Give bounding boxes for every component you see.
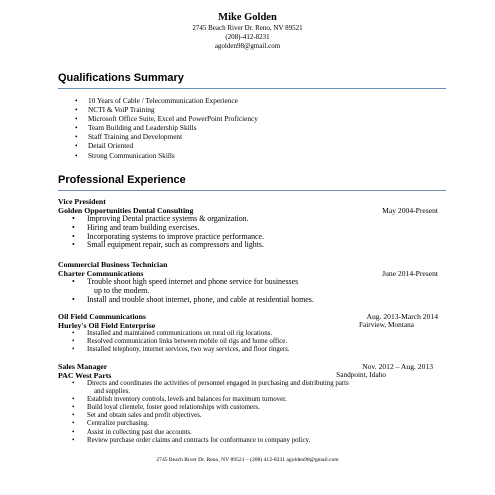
list-item: • Installed telephony, internet services, two way services, and floor ringers. bbox=[70, 346, 438, 354]
job-title: Vice President bbox=[58, 197, 106, 206]
list-item: • Assist in collecting past due accounts. bbox=[70, 429, 430, 437]
candidate-name: Mike Golden bbox=[218, 12, 277, 23]
list-item: • Team Building and Leadership Skills bbox=[75, 123, 258, 132]
list-item: • Hiring and team building exercises. bbox=[70, 224, 438, 233]
job-location: Sandpoint, Idaho bbox=[336, 370, 386, 379]
list-item: • Set and obtain sales and profit objectives. bbox=[70, 412, 430, 420]
list-item: • Review purchase order claims and contracts for conformance to company policy. bbox=[70, 437, 430, 445]
job-dates: May 2004-Present bbox=[382, 206, 438, 215]
job-company: Charter Communications bbox=[58, 269, 144, 278]
list-item: • Trouble shoot high speed internet and phone service for businesses bbox=[70, 278, 438, 287]
list-item: • Resolved communication links between mobile oil rigs and home office. bbox=[70, 338, 438, 346]
list-item: • Strong Communication Skills bbox=[75, 151, 258, 160]
list-item: • Install and trouble shoot internet, phone, and cable at residential homes. bbox=[70, 296, 438, 305]
list-item: • 10 Years of Cable / Telecommunication Experience bbox=[75, 96, 258, 105]
job-company: Golden Opportunities Dental Consulting bbox=[58, 206, 194, 215]
list-item: up to the modem. bbox=[94, 285, 150, 295]
job-dates: June 2014-Present bbox=[382, 269, 438, 278]
qualifications-heading: Qualifications Summary bbox=[58, 72, 184, 84]
job-dates: Nov. 2012 – Aug. 2013 bbox=[362, 362, 433, 371]
list-item: • Installed and maintained communications on rural oil rig locations. bbox=[70, 330, 438, 338]
job-bullets bbox=[58, 330, 438, 354]
job-entry bbox=[58, 197, 438, 250]
list-item: • Small equipment repair, such as compressors and lights. bbox=[70, 241, 438, 250]
list-item: • Improving Dental practice systems & organization. bbox=[70, 215, 438, 224]
list-item: • Build loyal clientele, foster good relationships with customers. bbox=[70, 404, 430, 412]
footer-contact: 2745 Beach River Dr. Reno, NV 89521 – (208) 412-8231 agolden98@gmail.com bbox=[156, 457, 339, 463]
job-bullets bbox=[58, 278, 438, 304]
experience-heading: Professional Experience bbox=[58, 174, 186, 186]
list-item: • Microsoft Office Suite, Excel and PowerPoint Proficiency bbox=[75, 114, 258, 123]
experience-rule bbox=[58, 190, 446, 191]
list-item: • Incorporating systems to improve practice performance. bbox=[70, 233, 438, 242]
job-title: Oil Field Communications bbox=[58, 312, 146, 321]
address-line: 2745 Beach River Dr. Reno, NV 89521 bbox=[192, 24, 303, 32]
list-item: • Centralize purchasing. bbox=[70, 420, 430, 428]
job-dates: Aug. 2013-March 2014 bbox=[366, 312, 438, 321]
list-item: • Detail Oriented bbox=[75, 141, 258, 150]
job-company: PAC West Parts bbox=[58, 371, 112, 380]
job-entry bbox=[58, 260, 438, 304]
qualifications-rule bbox=[58, 88, 446, 89]
job-title: Sales Manager bbox=[58, 362, 108, 371]
phone-line: (208)-412-8231 bbox=[225, 33, 270, 41]
job-entry bbox=[58, 312, 438, 354]
job-bullets bbox=[58, 215, 438, 250]
list-item: • NCTI & VoiP Training bbox=[75, 105, 258, 114]
job-bullets bbox=[58, 380, 430, 445]
job-company: Hurley's Oil Field Enterprise bbox=[58, 321, 156, 330]
qualifications-list bbox=[75, 96, 258, 160]
list-item: and supplies. bbox=[94, 388, 130, 396]
job-title: Commercial Business Technician bbox=[58, 260, 168, 269]
job-location: Fairview, Montana bbox=[358, 320, 414, 329]
list-item: • Establish inventory controls, levels and balances for maximum turnover. bbox=[70, 396, 430, 404]
email-line: agolden98@gmail.com bbox=[214, 42, 281, 50]
job-entry bbox=[58, 362, 438, 445]
list-item: • Staff Training and Development bbox=[75, 132, 258, 141]
list-item: • Directs and coordinates the activities of personnel engaged in purchasing and distributing parts bbox=[70, 380, 430, 388]
